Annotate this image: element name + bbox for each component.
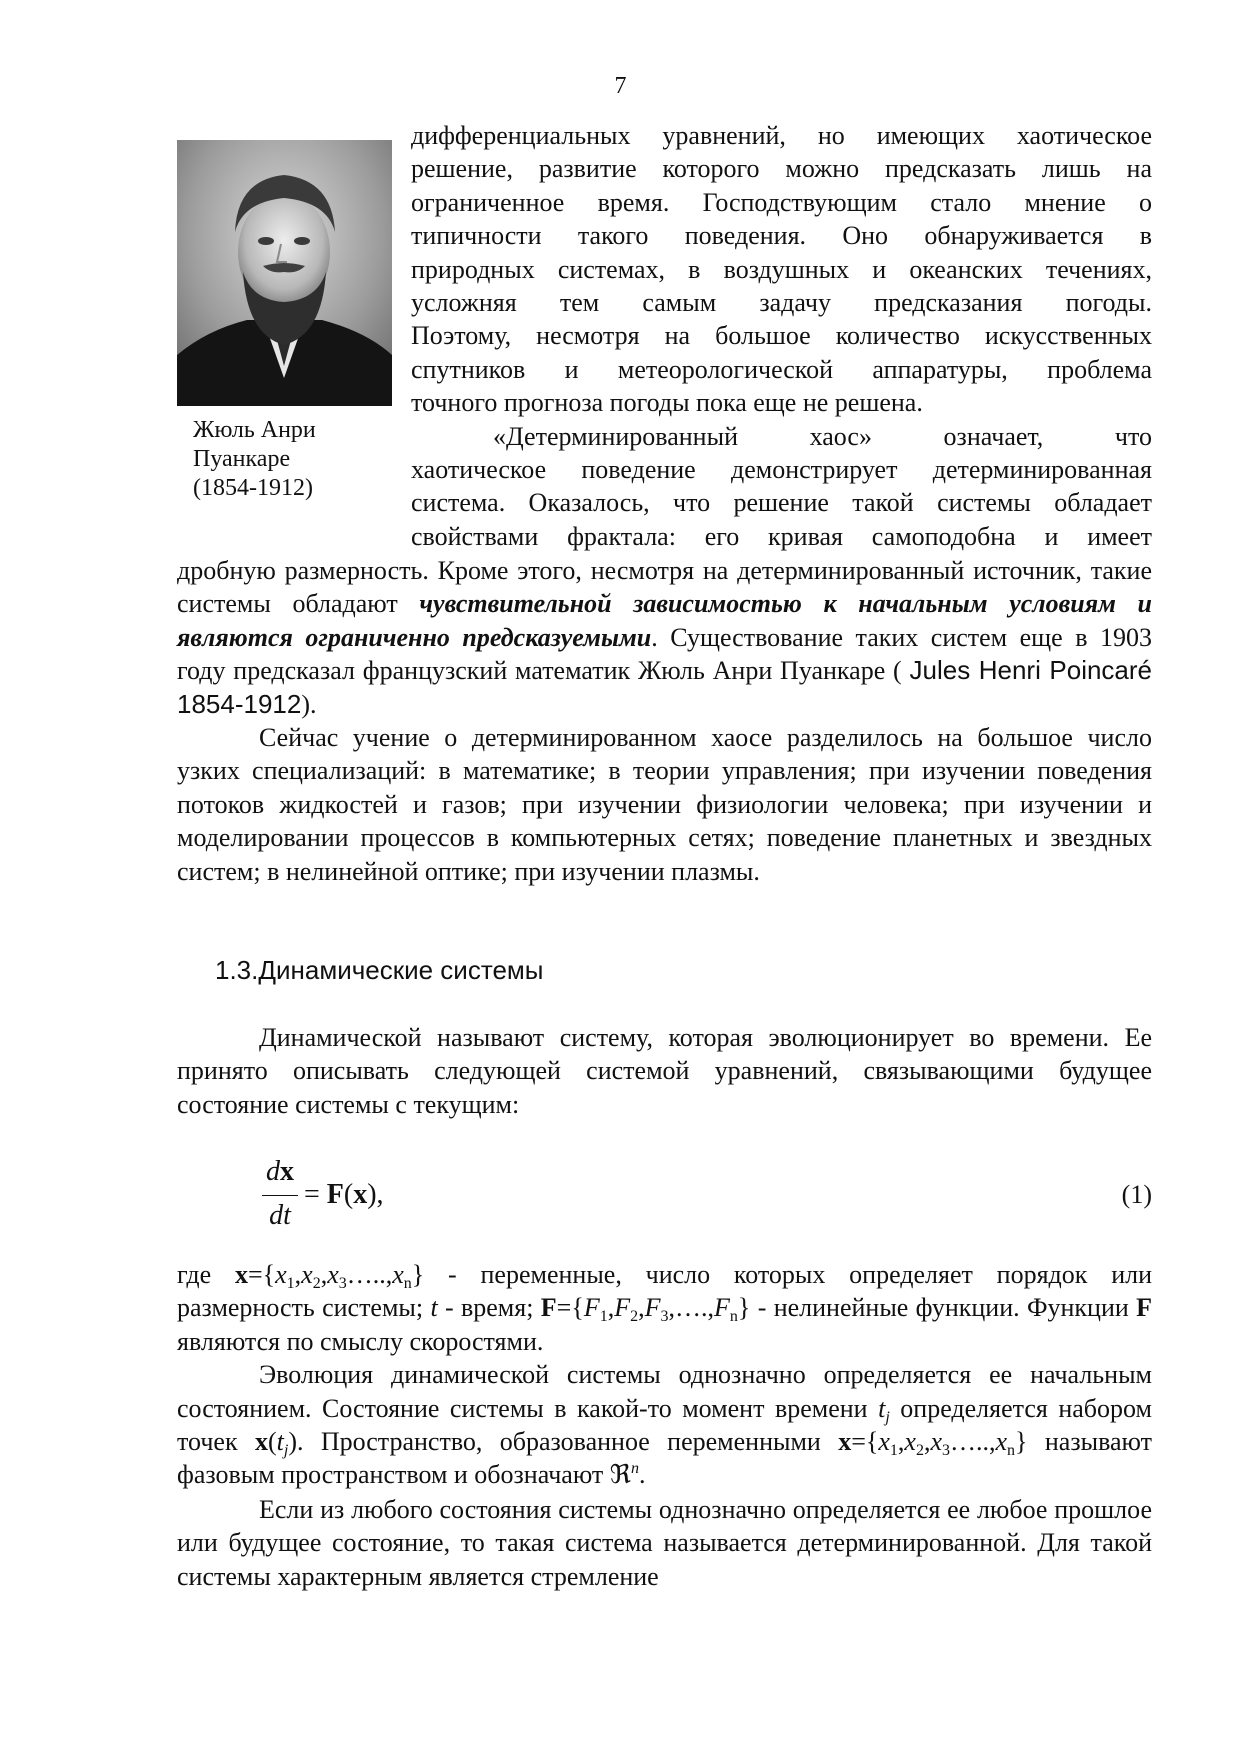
latin-name: Jules Henri Poincaré 1854-1912 [177,655,1153,719]
text-line: свойствами фрактала: его кривая самоподобна и имеет [411,521,1152,551]
emphasis-text: чувствительной зависимостью к начальным условиям и являются ограниченно предсказуемыми [177,589,1152,652]
text-line: ограниченное время. Господствующим стало мнение о [411,187,1152,217]
caption-line: Жюль Анри [193,417,316,443]
text-line: дифференциальных уравнений, но имеющих хаотическое [411,121,1152,150]
caption-line: (1854-1912) [193,475,313,501]
fraction-bar [262,1195,298,1196]
page-number: 7 [614,73,627,99]
portrait-caption [193,416,316,503]
text-line: типичности такого поведения. Оно обнаруживается в [411,221,1152,251]
definition-paragraph: Динамической называют систему, которая эволюционирует во времени. Ее принято описывать следующей системой уравнений, связывающими будущее состояние системы с текущим: [177,1023,1152,1119]
chaos-paragraph-continued: дробную размерность. Кроме этого, несмотря на детерминированный источник, такие системы обладают чувствительной зависимостью к начальным условиям и являются ограниченно предсказуемыми. Существование таких систем еще в 1903 году предсказал французский математик Жюль Анри Пуанкаре ( Jules Henri Poincaré 1854-1912). [177,556,1153,719]
equation-rhs: = F(x), [304,1179,384,1210]
evolution-paragraph: Эволюция динамической системы однозначно определяется ее начальным состоянием. Состояние системы в какой-то момент времени $t_j$ определяется набором точек $x(t_j)$. Пространство, образованное переменными $x=\{x_1,x_2,x_3\dots..,x_n\}$ называют фазовым пространством и обозначают ℜ$^n$. [177,1360,1152,1491]
text-line: точного прогноза погоды пока еще не решена. [411,388,923,418]
text-line: спутников и метеорологической аппаратуры, проблема [411,354,1152,384]
caption-line: Пуанкаре [193,446,291,472]
main-text-block [177,554,1152,888]
section-heading: 1.3.Динамические системы [215,955,544,985]
text-line: система. Оказалось, что решение такой системы обладает [411,488,1152,518]
wrapped-text-block [411,119,1152,553]
text-line: природных системах, в воздушных и океанских течениях, [411,254,1152,284]
definition-block [177,1021,1152,1121]
phase-space-symbol: ℜ [609,1460,631,1491]
fraction-denominator: dt [269,1200,291,1231]
determinism-paragraph: Если из любого состояния системы однозначно определяется ее любое прошлое или будущее состояние, то такая система называется детерминированной. Для такой системы характерным является стремление [177,1494,1152,1591]
portrait-photo [177,140,392,406]
lower-text-block [177,1258,1152,1593]
text-line: решение, развитие которого можно предсказать лишь на [411,154,1152,184]
fraction-numerator: dx [266,1156,294,1187]
text-line: хаотическое поведение демонстрирует детерминированная [411,455,1152,485]
text-line: усложняя тем самым задачу предсказания погоды. [411,288,1152,318]
specializations-paragraph: Сейчас учение о детерминированном хаосе разделилось на большое число узких специализаций: в математике; в теории управления; при изучении поведения потоков жидкостей и газов; при изучении физиологии человека; при изучении и моделировании процессов в компьютерных сетях; поведение планетных и звездных систем; в нелинейной оптике; при изучении плазмы. [177,723,1152,886]
where-paragraph: где $x=\{x_1,x_2,x_3\dots..,x_n\}$ - переменные, число которых определяет порядок или размерность системы; t - время; $F=\{F_1,F_2,F_3,\dots.,F_n\}$ - нелинейные функции. Функции F являются по смыслу скоростями. [177,1260,1153,1356]
text-line: «Детерминированный хаос» означает, что [493,421,1152,451]
equation-number: (1) [1121,1180,1152,1209]
text-line: Поэтому, несмотря на большое количество искусственных [411,321,1152,351]
equation-1 [262,1155,1152,1245]
